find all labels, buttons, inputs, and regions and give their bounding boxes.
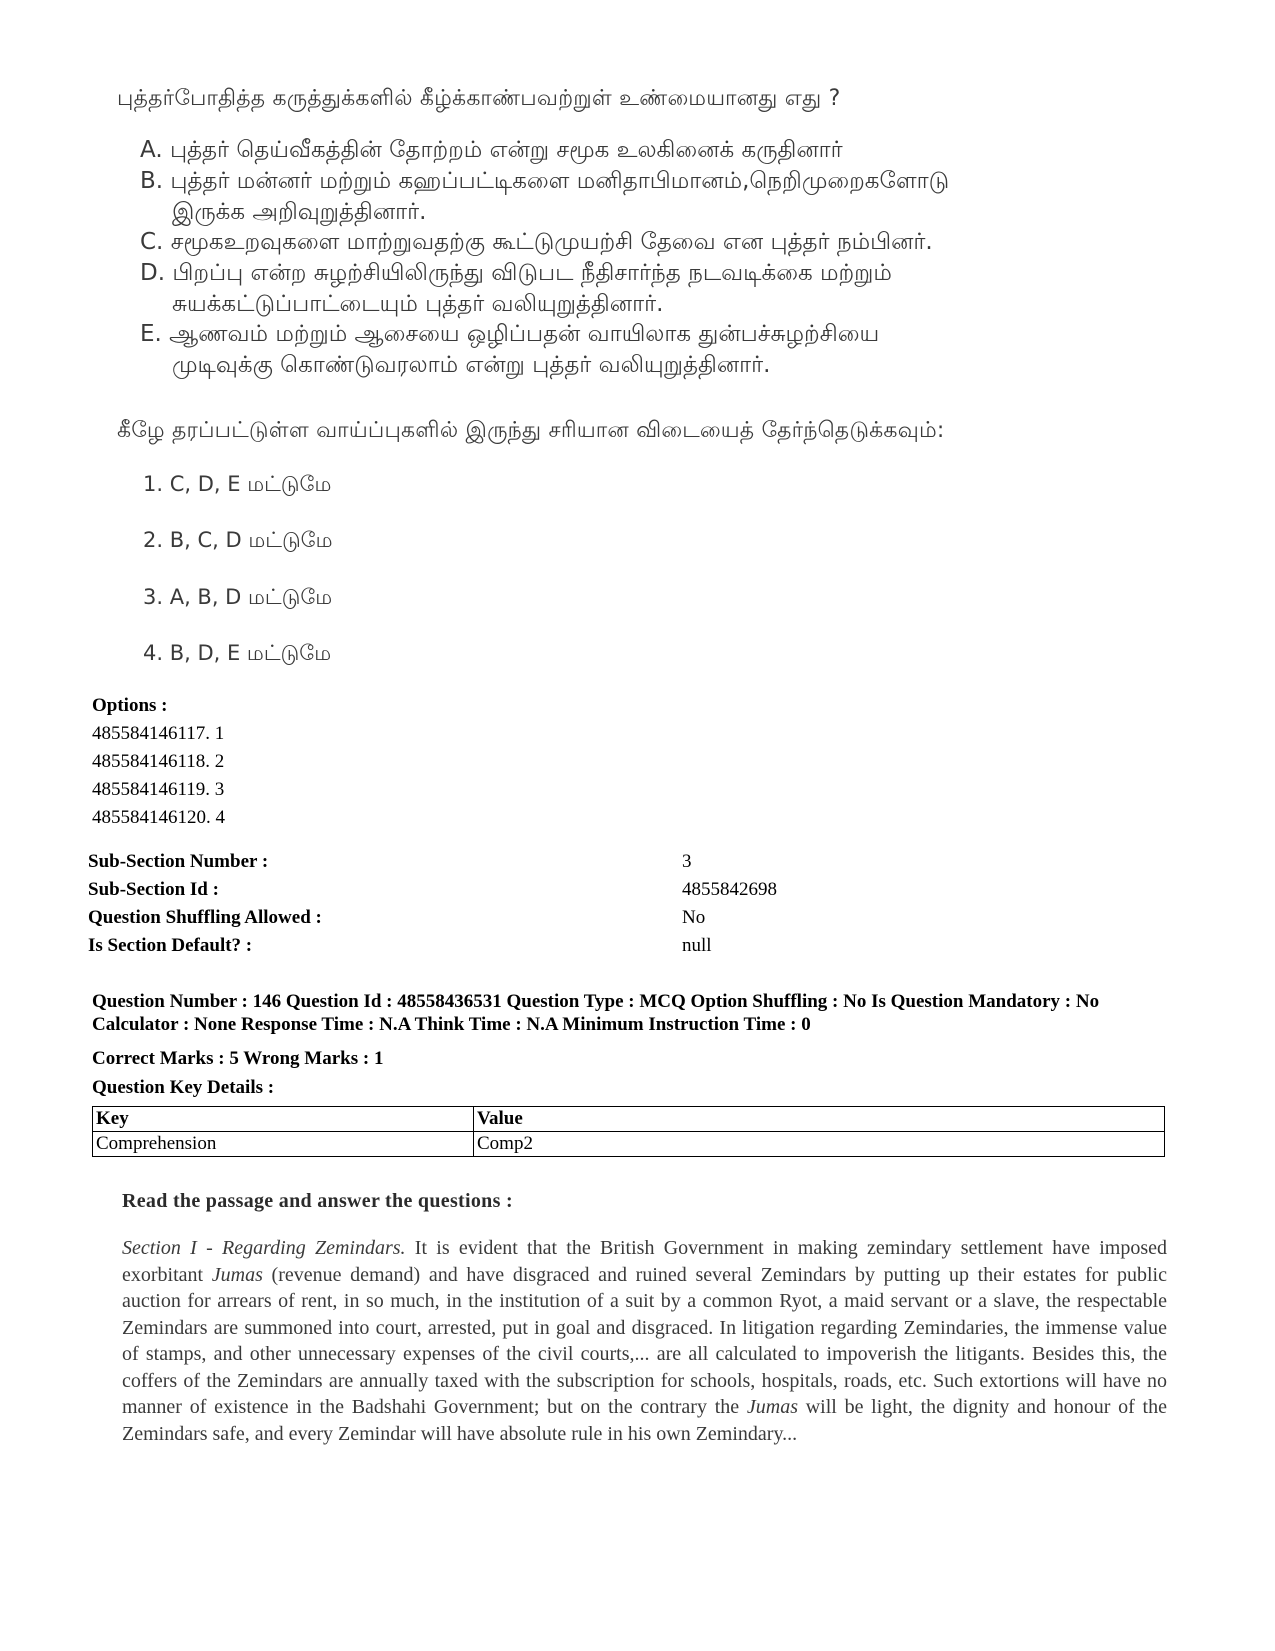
meta-key: Is Section Default? : (88, 935, 253, 956)
meta-value: null (682, 935, 712, 956)
meta-key: Question Shuffling Allowed : (88, 907, 322, 928)
statement-c: C. சமூகஉறவுகளை மாற்றுவதற்கு கூட்டுமுயற்சி தேவை என புத்தர் நம்பினர். (140, 229, 933, 255)
statement-a: A. புத்தர் தெய்வீகத்தின் தோற்றம் என்று சமூக உலகினைக் கருதினார் (140, 137, 843, 163)
table-cell: Comp2 (474, 1132, 1165, 1157)
section-label: Section I - Regarding Zemindars. (122, 1237, 406, 1259)
option-item: 485584146120. 4 (92, 807, 225, 828)
statement-d: D. பிறப்பு என்ற சுழற்சியிலிருந்து விடுபட நீதிசார்ந்த நடவடிக்கை மற்றும் சுயக்கட்டுப்பாட்டையும் புத்தர் வலியுறுத்தினார். (140, 260, 892, 317)
meta-value: 3 (682, 851, 692, 872)
statement-b: B. புத்தர் மன்னர் மற்றும் கஹப்பட்டிகளை மனிதாபிமானம்,நெறிமுறைகளோடு இருக்க அறிவுறுத்தினார். (140, 168, 950, 225)
option-item: 485584146118. 2 (92, 751, 225, 772)
choice-4: 4. B, D, E மட்டுமே (143, 641, 332, 665)
question-instruction: கீழே தரப்பட்டுள்ள வாய்ப்புகளில் இருந்து சரியான விடையைத் தேர்ந்தெடுக்கவும்: (117, 418, 945, 443)
key-details-table (92, 1106, 1165, 1157)
meta-key: Sub-Section Id : (88, 879, 219, 900)
statement-e: E. ஆணவம் மற்றும் ஆசையை ஒழிப்பதன் வாயிலாக துன்பச்சுழற்சியை முடிவுக்கு கொண்டுவரலாம் என்று புத்தர் வலியுறுத்தினார். (140, 321, 880, 378)
key-details-heading: Question Key Details : (92, 1077, 275, 1098)
table-cell: Comprehension (93, 1132, 474, 1157)
table-header-row (93, 1107, 1165, 1132)
passage-body: Section I - Regarding Zemindars. It is evident that the British Government in making zemindary settlement have imposed exorbitant Jumas (revenue demand) and have disgraced and ruined several Zemindars by putting up their estates for public auction for arrears of rent, in so much, in the institution of a suit by a common Ryot, a maid servant or a slave, the respectable Zemindars are summoned into court, arrested, put in goal and disgraced. In litigation regarding Zemindaries, the immense value of stamps, and other unnecessary expenses of the civil courts,... are all calculated to impoverish the litigants. Besides this, the coffers of the Zemindars are annually taxed with the subscription for schools, hospitals, roads, etc. Such extortions will have no manner of existence in the Badshahi Government; but on the contrary the Jumas will be light, the dignity and honour of the Zemindars safe, and every Zemindar will have absolute rule in his own Zemindary... (122, 1237, 1167, 1445)
meta-value: No (682, 907, 706, 928)
meta-row (88, 876, 1088, 904)
question-info: Question Number : 146 Question Id : 48558436531 Question Type : MCQ Option Shuffling : No Is Question Mandatory : No Calculator : None Response Time : N.A Think Time : N.A Minimum Instruction Time : 0 (92, 991, 1100, 1035)
meta-key: Sub-Section Number : (88, 851, 269, 872)
meta-row (88, 932, 1088, 960)
table-row (93, 1132, 1165, 1157)
meta-row (88, 848, 1088, 876)
options-heading: Options : (92, 695, 168, 716)
option-item: 485584146117. 1 (92, 723, 225, 744)
passage-heading: Read the passage and answer the questions : (122, 1190, 513, 1212)
option-item: 485584146119. 3 (92, 779, 225, 800)
choice-1: 1. C, D, E மட்டுமே (143, 472, 332, 496)
meta-value: 4855842698 (682, 879, 777, 900)
subsection-meta (88, 848, 1088, 960)
table-header-cell: Key (93, 1107, 474, 1132)
marks-line: Correct Marks : 5 Wrong Marks : 1 (92, 1048, 384, 1069)
question-prompt: புத்தர்போதித்த கருத்துக்களில் கீழ்க்காண்பவற்றுள் உண்மையானது எது ? (117, 86, 841, 111)
choice-3: 3. A, B, D மட்டுமே (143, 585, 333, 609)
meta-row (88, 904, 1088, 932)
choice-2: 2. B, C, D மட்டுமே (143, 528, 333, 552)
passage-image (122, 1190, 1167, 1447)
table-header-cell: Value (474, 1107, 1165, 1132)
options-block (92, 692, 225, 832)
